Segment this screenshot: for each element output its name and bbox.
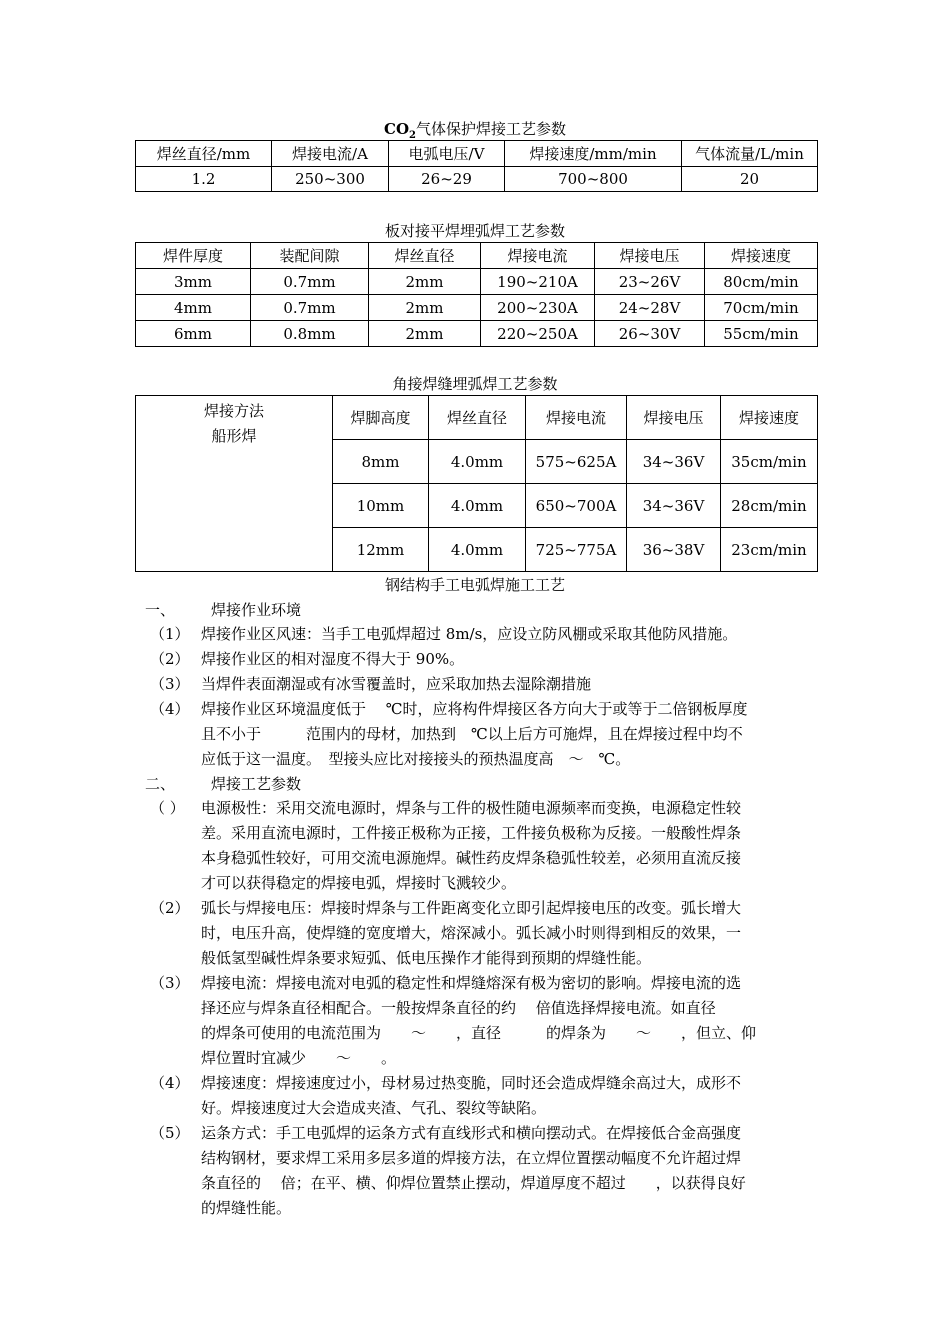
table-cell: 24~28V <box>595 295 705 321</box>
item-number: （3） <box>150 675 190 693</box>
table-cell: 26~30V <box>595 321 705 347</box>
text-line: 本身稳弧性较好，可用交流电源施焊。碱性药皮焊条稳弧性较差，必须用直流反接 <box>201 849 742 867</box>
table-cell: 250~300 <box>272 167 389 192</box>
co2-caption-prefix: CO <box>384 120 410 138</box>
header-cell: 焊丝直径 <box>369 243 481 269</box>
header-cell: 电弧电压/V <box>389 141 505 167</box>
table-cell: 200~230A <box>481 295 595 321</box>
header-cell: 焊丝直径 <box>429 396 526 440</box>
table-row <box>136 269 818 295</box>
list-item <box>150 971 810 1071</box>
list-item <box>150 896 810 971</box>
list-item <box>150 647 810 672</box>
text-line: 择还应与焊条直径相配合。一般按焊条直径的约 倍值选择焊接电流。如直径 <box>201 999 716 1017</box>
table-cell: 0.7mm <box>251 295 369 321</box>
header-cell: 气体流量/L/min <box>682 141 818 167</box>
text-line: 应低于这一温度。 型接头应比对接接头的预热温度高 ～ ℃。 <box>201 750 631 768</box>
list-item <box>150 796 810 896</box>
butt-table-caption: 板对接平焊埋弧焊工艺参数 <box>384 222 565 240</box>
table-cell: 3mm <box>136 269 251 295</box>
table-cell: 220~250A <box>481 321 595 347</box>
text-line: 电源极性：采用交流电源时，焊条与工件的极性随电源频率而变换，电源稳定性较 <box>201 799 742 817</box>
table-cell: 20 <box>682 167 818 192</box>
method-cell <box>136 396 333 572</box>
list-item <box>150 672 810 697</box>
table-cell: 4.0mm <box>429 484 526 528</box>
item-number: （5） <box>150 1124 190 1142</box>
table-cell: 4mm <box>136 295 251 321</box>
co2-table-caption <box>0 118 950 141</box>
butt-weld-parameter-table <box>135 242 818 347</box>
item-number: （2） <box>150 650 190 668</box>
text-line: 焊接速度：焊接速度过小，母材易过热变脆，同时还会造成焊缝余高过大，成形不 <box>201 1074 742 1092</box>
item-text <box>201 896 810 971</box>
table-cell: 23~26V <box>595 269 705 295</box>
co2-parameter-table <box>135 140 818 192</box>
item-text <box>201 647 810 672</box>
table-cell: 8mm <box>333 440 429 484</box>
table-cell: 4.0mm <box>429 440 526 484</box>
header-cell: 焊接电流 <box>481 243 595 269</box>
list-item <box>150 1071 810 1121</box>
header-cell: 焊接电流/A <box>272 141 389 167</box>
text-line: 当焊件表面潮湿或有冰雪覆盖时，应采取加热去湿除潮措施 <box>201 675 592 693</box>
header-cell: 焊接速度 <box>705 243 818 269</box>
item-number: （4） <box>150 1074 190 1092</box>
table-cell: 2mm <box>369 321 481 347</box>
list-item <box>150 697 810 772</box>
item-number: （2） <box>150 899 190 917</box>
item-number: （1） <box>150 625 190 643</box>
text-line: 且不小于 范围内的母材，加热到 ℃以上后方可施焊，且在焊接过程中均不 <box>201 725 743 743</box>
section-2-number: 二、 <box>145 775 176 793</box>
table-row <box>136 295 818 321</box>
table-cell: 70cm/min <box>705 295 818 321</box>
table-row <box>136 321 818 347</box>
item-text <box>201 1071 810 1121</box>
table-cell: 700~800 <box>505 167 682 192</box>
table-cell: 190~210A <box>481 269 595 295</box>
table-cell: 36~38V <box>627 528 721 572</box>
text-line: 差。采用直流电源时，工件接正极称为正接，工件接负极称为反接。一般酸性焊条 <box>201 824 742 842</box>
item-number: （3） <box>150 974 190 992</box>
list-item <box>150 622 810 647</box>
table-cell: 12mm <box>333 528 429 572</box>
table-cell: 2mm <box>369 269 481 295</box>
table-cell: 35cm/min <box>721 440 818 484</box>
header-cell: 焊脚高度 <box>333 396 429 440</box>
table-cell: 650~700A <box>526 484 627 528</box>
item-text <box>201 796 810 896</box>
table-cell: 55cm/min <box>705 321 818 347</box>
item-number: （4） <box>150 700 190 718</box>
text-line: 才可以获得稳定的焊接电弧，焊接时飞溅较少。 <box>201 874 517 892</box>
header-cell: 焊接速度/mm/min <box>505 141 682 167</box>
table-cell: 26~29 <box>389 167 505 192</box>
table-cell: 34~36V <box>627 440 721 484</box>
table-cell: 575~625A <box>526 440 627 484</box>
method-label: 焊接方法 <box>203 402 264 420</box>
header-cell: 装配间隙 <box>251 243 369 269</box>
header-cell: 焊接电流 <box>526 396 627 440</box>
text-line: 焊接作业区风速：当手工电弧焊超过 8m/s，应设立防风棚或采取其他防风措施。 <box>201 625 738 643</box>
section-2-heading <box>145 773 301 794</box>
table-cell: 10mm <box>333 484 429 528</box>
text-line: 焊接电流：焊接电流对电弧的稳定性和焊缝熔深有极为密切的影响。焊接电流的选 <box>201 974 742 992</box>
table-cell: 2mm <box>369 295 481 321</box>
section-1-title: 焊接作业环境 <box>211 601 302 619</box>
table-cell: 80cm/min <box>705 269 818 295</box>
text-line: 弧长与焊接电压：焊接时焊条与工件距离变化立即引起焊接电压的改变。弧长增大 <box>201 899 742 917</box>
text-line: 焊接作业区环境温度低于 ℃时，应将构件焊接区各方向大于或等于二倍钢板厚度 <box>201 700 748 718</box>
text-line: 条直径的 倍；在平、横、仰焊位置禁止摆动，焊道厚度不超过 ，以获得良好 <box>201 1174 746 1192</box>
item-text <box>201 971 810 1071</box>
text-line: 时，电压升高，使焊缝的宽度增大，熔深减小。弧长减小时则得到相反的效果，一 <box>201 924 742 942</box>
text-line: 焊接作业区的相对湿度不得大于 90%。 <box>201 650 465 668</box>
section-2-title: 焊接工艺参数 <box>211 775 302 793</box>
header-cell: 焊接电压 <box>595 243 705 269</box>
table-cell: 6mm <box>136 321 251 347</box>
fillet-table-caption: 角接焊缝埋弧焊工艺参数 <box>392 375 558 393</box>
table-header-row <box>136 396 818 440</box>
table-cell: 4.0mm <box>429 528 526 572</box>
co2-caption-sub: 2 <box>409 130 416 141</box>
text-line: 般低氢型碱性焊条要求短弧、低电压操作才能得到预期的焊缝性能。 <box>201 949 652 967</box>
table-cell: 0.7mm <box>251 269 369 295</box>
section-1-heading <box>145 599 301 620</box>
table-cell: 1.2 <box>136 167 272 192</box>
text-line: 运条方式：手工电弧焊的运条方式有直线形式和横向摆动式。在焊接低合金高强度 <box>201 1124 742 1142</box>
table-cell: 23cm/min <box>721 528 818 572</box>
header-cell: 焊接电压 <box>627 396 721 440</box>
co2-caption-rest: 气体保护焊接工艺参数 <box>415 120 566 138</box>
text-line: 结构钢材，要求焊工采用多层多道的焊接方法，在立焊位置摆动幅度不允许超过焊 <box>201 1149 742 1167</box>
table-cell: 725~775A <box>526 528 627 572</box>
document-title: 钢结构手工电弧焊施工工艺 <box>384 576 565 594</box>
text-line: 焊位置时宜减少 ～ 。 <box>201 1049 397 1067</box>
method-value: 船形焊 <box>211 427 257 445</box>
table-cell: 28cm/min <box>721 484 818 528</box>
item-number: （ ） <box>150 799 185 817</box>
text-line: 的焊条可使用的电流范围为 ～ ，直径 的焊条为 ～ ，但立、仰 <box>201 1024 757 1042</box>
text-line: 的焊缝性能。 <box>201 1199 292 1217</box>
fillet-weld-parameter-table <box>135 395 818 572</box>
item-text <box>201 622 810 647</box>
section-1-number: 一、 <box>145 601 176 619</box>
header-cell: 焊接速度 <box>721 396 818 440</box>
table-header-row <box>136 141 818 167</box>
table-header-row <box>136 243 818 269</box>
item-text <box>201 697 810 772</box>
table-cell: 0.8mm <box>251 321 369 347</box>
item-text <box>201 1121 810 1221</box>
text-line: 好。焊接速度过大会造成夹渣、气孔、裂纹等缺陷。 <box>201 1099 547 1117</box>
table-cell: 34~36V <box>627 484 721 528</box>
header-cell: 焊件厚度 <box>136 243 251 269</box>
table-row <box>136 167 818 192</box>
header-cell: 焊丝直径/mm <box>136 141 272 167</box>
list-item <box>150 1121 810 1221</box>
item-text <box>201 672 810 697</box>
